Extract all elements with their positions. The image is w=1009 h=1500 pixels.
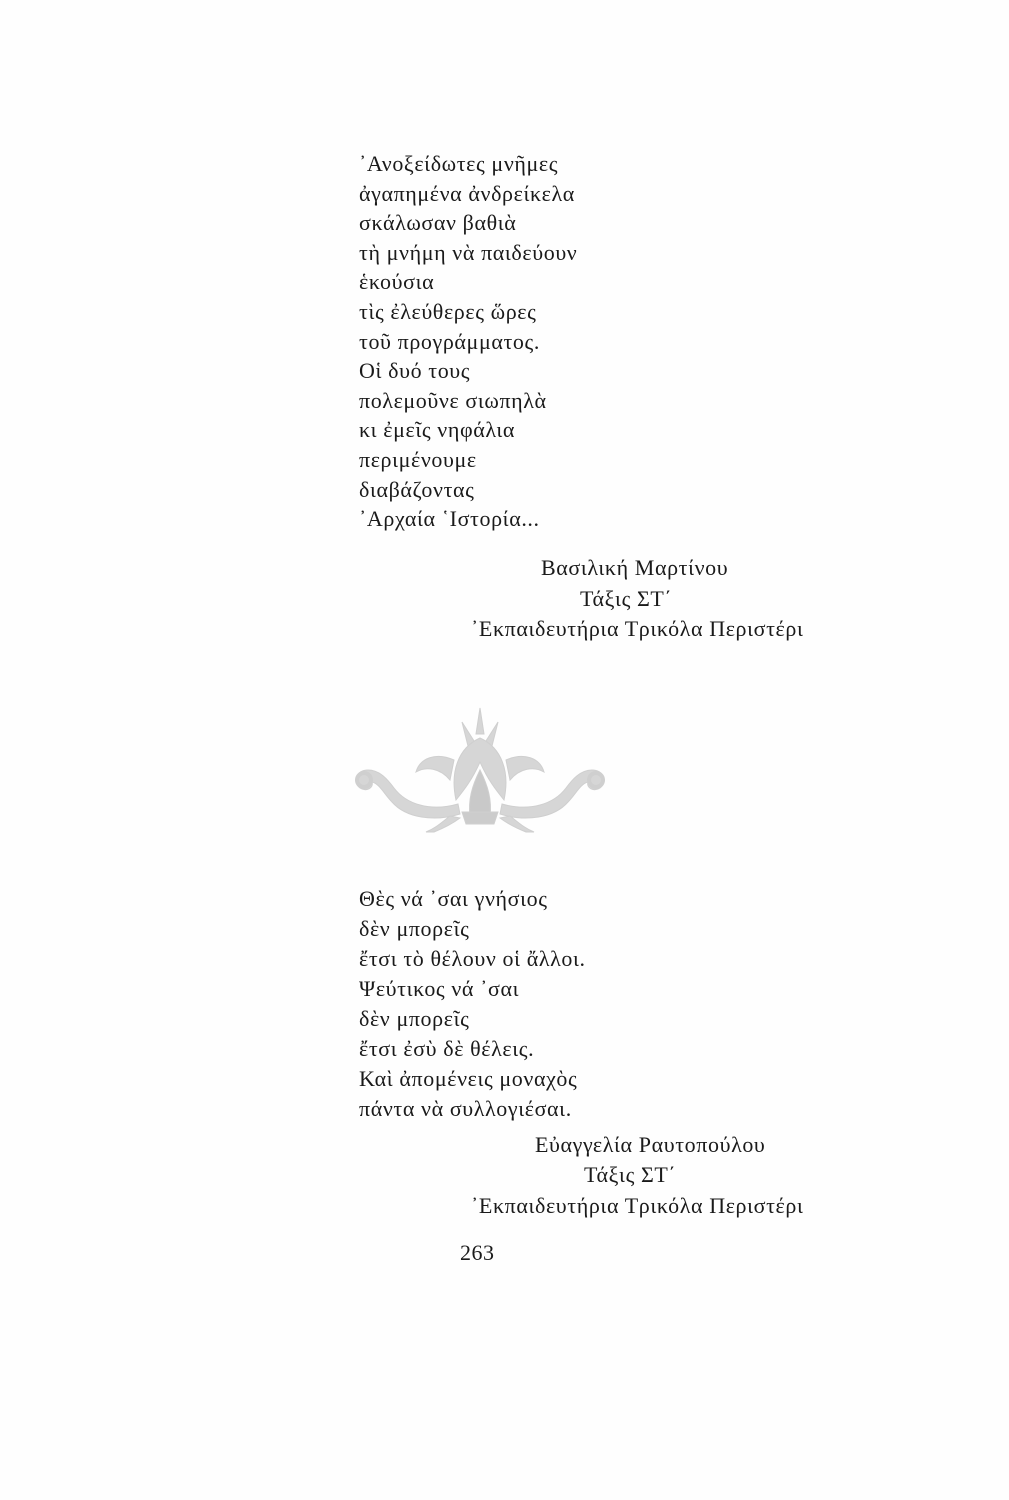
poem-line: τὴ μνήμη νὰ παιδεύουν bbox=[359, 239, 578, 265]
poem-line: ἑκούσια bbox=[359, 269, 435, 295]
poem-line: Θὲς νά ᾿σαι γνήσιος bbox=[359, 886, 548, 911]
poem-line: περιμένουμε bbox=[359, 446, 477, 472]
poem-1 bbox=[359, 149, 577, 534]
author-name: Βασιλική Μαρτίνου bbox=[541, 555, 729, 580]
poem-line: ἀγαπημένα ἀνδρείκελα bbox=[359, 180, 575, 206]
poem-2 bbox=[359, 884, 586, 1124]
poem-line: δὲν μπορεῖς bbox=[359, 916, 470, 941]
class-label: Τάξις ΣΤ΄ bbox=[580, 586, 673, 611]
poem-line: ᾿Αρχαία ῾Ιστορία... bbox=[359, 506, 540, 532]
poem-line: Οἱ δυό τους bbox=[359, 358, 471, 384]
poem-line: ᾿Ανοξείδωτες μνῆμες bbox=[359, 151, 559, 176]
school-name: ᾿Εκπαιδευτήρια Τρικόλα Περιστέρι bbox=[471, 1193, 804, 1218]
poem-line: Καὶ ἀπομένεις μοναχὸς bbox=[359, 1066, 578, 1091]
class-label: Τάξις ΣΤ΄ bbox=[584, 1162, 677, 1187]
poem-line: διαβάζοντας bbox=[359, 476, 475, 502]
poem-line: ἔτσι τὸ θέλουν οἱ ἄλλοι. bbox=[359, 946, 586, 971]
poem-line: πολεμοῦνε σιωπηλὰ bbox=[359, 387, 547, 413]
poem-line: σκάλωσαν βαθιὰ bbox=[359, 210, 517, 236]
poem-line: Ψεύτικος νά ᾿σαι bbox=[359, 976, 520, 1001]
poem-line: πάντα νὰ συλλογιέσαι. bbox=[359, 1096, 572, 1121]
poem-line: τοῦ προγράμματος. bbox=[359, 328, 540, 354]
author-name: Εὐαγγελία Ραυτοπούλου bbox=[535, 1132, 766, 1157]
floral-ornament-icon bbox=[350, 700, 610, 840]
school-name: ᾿Εκπαιδευτήρια Τρικόλα Περιστέρι bbox=[471, 616, 804, 641]
poem-line: κι ἐμεῖς νηφάλια bbox=[359, 417, 516, 443]
poem-line: τὶς ἐλεύθερες ὥρες bbox=[359, 298, 537, 324]
page-number: 263 bbox=[460, 1240, 495, 1265]
poem-line: δὲν μπορεῖς bbox=[359, 1006, 470, 1031]
poem-line: ἔτσι ἐσὺ δὲ θέλεις. bbox=[359, 1036, 535, 1061]
